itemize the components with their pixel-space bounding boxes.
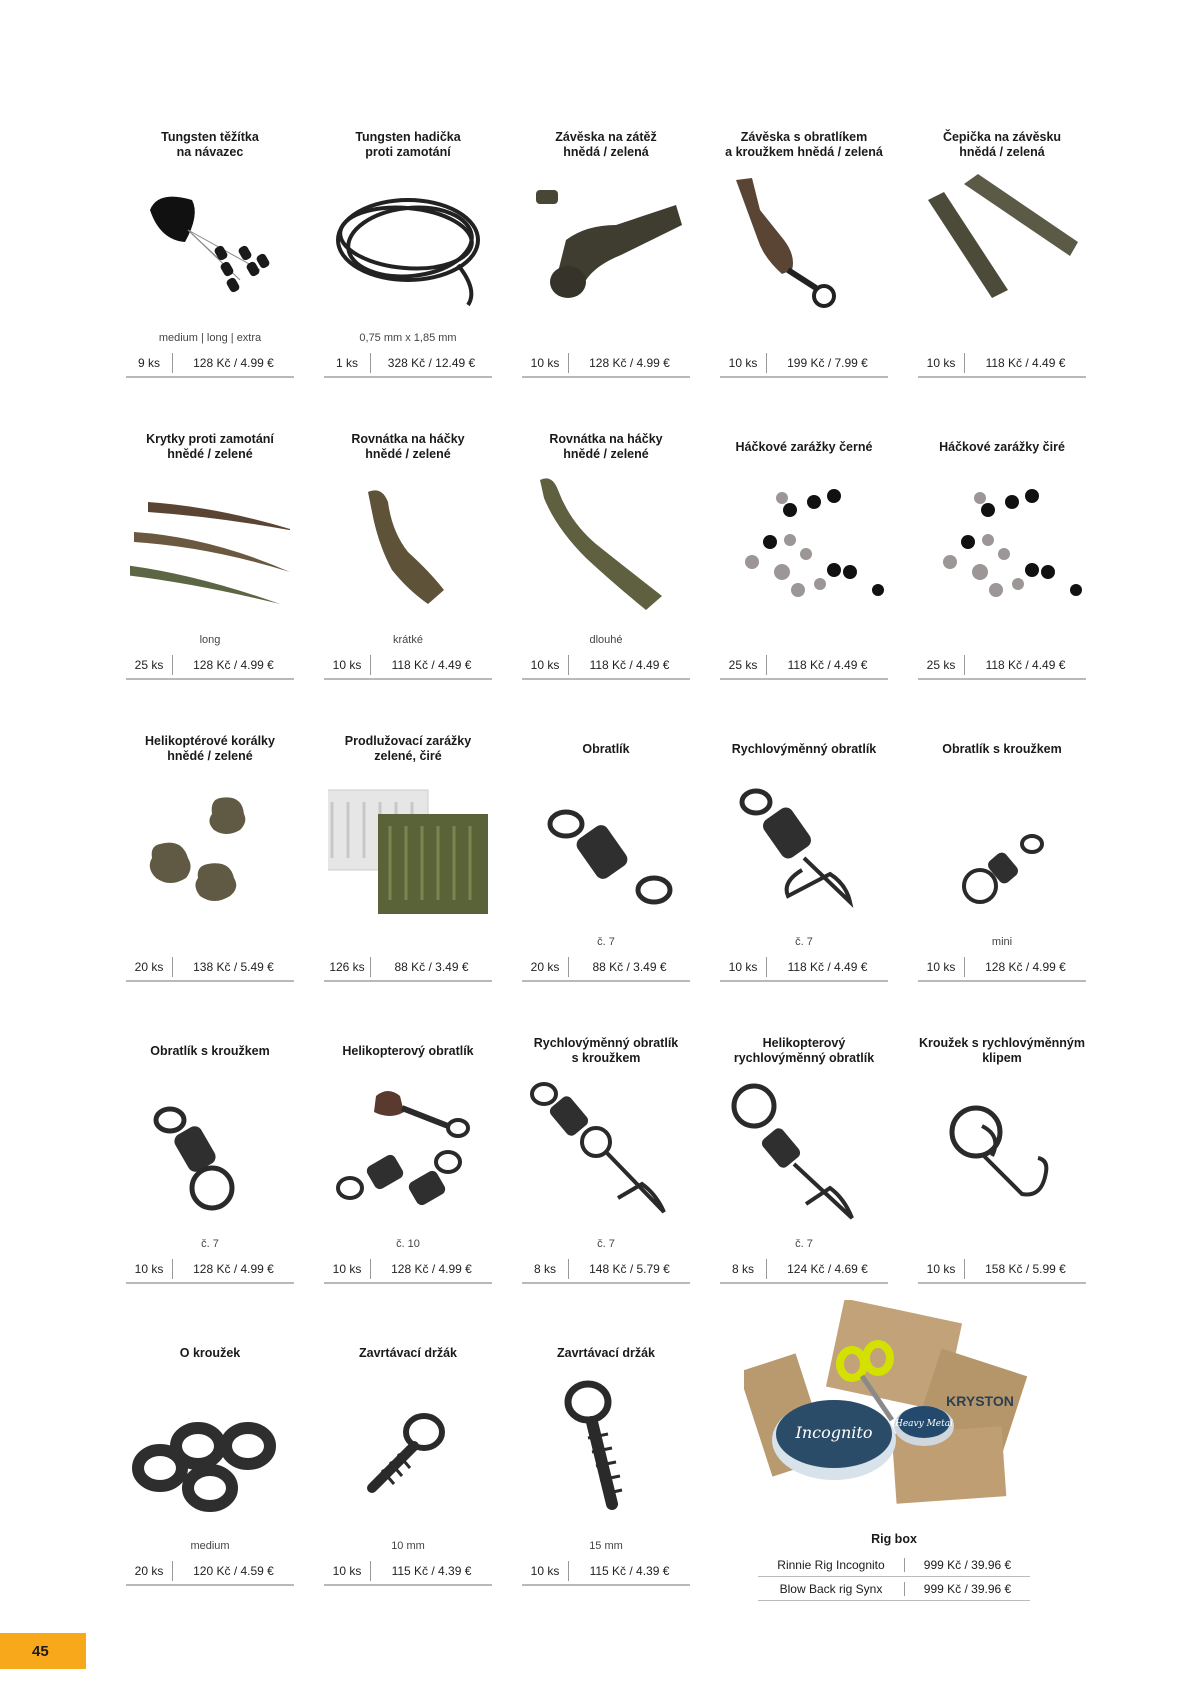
price-bar [522,1558,690,1586]
product-price: 118 Kč / 4.49 € [391,658,472,672]
product-note: 15 mm [589,1540,623,1552]
product-title: Háčkové zarážky černé [735,439,873,454]
product-card [126,430,294,680]
product-title: Háčkové zarážky čiré [939,439,1065,454]
rig-box-photo-icon [744,1300,1044,1530]
boilie-stops-icon [328,774,488,924]
product-title: Tungsten těžítka na návazec [161,130,259,159]
product-quantity: 20 ks [126,1561,173,1581]
heli-swivel-icon [328,1076,488,1226]
rigbox-label-incognito: Incognito [795,1423,873,1442]
product-title: Krytky proti zamotání hnědé / zelené [146,432,274,461]
tubing-coil-icon [328,170,488,320]
product-card [126,1336,294,1586]
tail-rubbers-icon [922,170,1082,320]
product-title: Helikopterový rychlovýměnný obratlík [733,1036,875,1065]
tungsten-weights-icon [130,170,290,320]
rigbox-item-name: Rinnie Rig Incognito [758,1558,905,1572]
price-bar [126,350,294,378]
price-bar [126,1256,294,1284]
product-price: 118 Kč / 4.49 € [589,658,670,672]
product-row [126,128,1086,430]
product-title: Zavrtávací držák [359,1345,457,1360]
product-price: 88 Kč / 3.49 € [592,960,667,974]
price-bar [720,954,888,982]
product-title: Rychlovýměnný obratlík [731,741,877,756]
product-note: medium [190,1540,230,1552]
product-card [720,1034,888,1284]
price-bar [324,1558,492,1586]
o-rings-icon [130,1378,290,1528]
product-note: krátké [393,634,423,646]
product-price: 128 Kč / 4.99 € [985,960,1066,974]
product-quantity: 20 ks [126,957,173,977]
product-quantity: 20 ks [522,957,569,977]
product-quantity: 25 ks [720,655,767,675]
rigbox-row [758,1554,1030,1577]
product-title: Rovnátka na háčky hnědé / zelené [549,432,663,461]
line-aligner-short-icon [328,472,488,622]
price-bar [918,1256,1086,1284]
product-price: 128 Kč / 4.99 € [391,1262,472,1276]
product-card [324,1336,492,1586]
product-card [522,732,690,982]
product-card [522,1034,690,1284]
product-card [126,128,294,378]
product-row [126,732,1086,1034]
product-quantity: 9 ks [126,353,173,373]
product-price: 115 Kč / 4.39 € [391,1564,472,1578]
product-note: č. 7 [795,1238,813,1250]
product-quantity: 126 ks [324,957,371,977]
product-quantity: 25 ks [126,655,173,675]
rigbox-row [758,1578,1030,1601]
product-note: medium | long | extra [158,332,262,344]
product-quantity: 10 ks [522,353,569,373]
product-quantity: 10 ks [324,1259,371,1279]
hook-beads-icon [922,472,1082,622]
product-quantity: 10 ks [918,353,965,373]
product-title: Obratlík [582,741,630,756]
product-title: Kroužek s rychlovýměnným klipem [918,1036,1086,1065]
product-price: 328 Kč / 12.49 € [387,356,476,370]
product-quantity: 25 ks [918,655,965,675]
lead-clip-swivel-icon [724,170,884,320]
price-bar [126,1558,294,1586]
product-title: Rychlovýměnný obratlík s kroužkem [533,1036,679,1065]
product-note: 0,75 mm x 1,85 mm [359,332,457,344]
product-title: Obratlík s kroužkem [942,741,1062,756]
ring-quick-clip-icon [922,1076,1082,1226]
product-price: 128 Kč / 4.99 € [193,658,274,672]
page-number: 45 [0,1633,86,1669]
product-card [126,1034,294,1284]
product-price: 138 Kč / 5.49 € [193,960,274,974]
product-card [918,732,1086,982]
product-title: Helikopterový obratlík [342,1043,474,1058]
product-card [324,732,492,982]
product-row [126,1034,1086,1336]
product-note: mini [991,936,1013,948]
product-card [720,430,888,680]
product-price: 124 Kč / 4.69 € [787,1262,868,1276]
product-price: 148 Kč / 5.79 € [589,1262,670,1276]
product-card [522,128,690,378]
price-bar [720,350,888,378]
product-note: dlouhé [589,634,623,646]
product-card [324,430,492,680]
rigbox-label-heavy-metal: Heavy Metal [895,1419,953,1429]
product-price: 118 Kč / 4.49 € [787,960,868,974]
hook-beads-icon [724,472,884,622]
product-price: 128 Kč / 4.99 € [193,356,274,370]
heli-beads-icon [130,774,290,924]
price-bar [324,1256,492,1284]
price-bar [324,350,492,378]
heli-quick-swivel-icon [724,1076,884,1226]
anti-tangle-sleeves-icon [130,472,290,622]
rigbox-label-kryston: KRYSTON [946,1393,1014,1409]
product-quantity: 10 ks [918,1259,965,1279]
product-title: Zavrtávací držák [557,1345,655,1360]
rigbox-item-price: 999 Kč / 39.96 € [923,1582,1012,1596]
product-title: Rovnátka na háčky hnědé / zelené [351,432,465,461]
product-price: 118 Kč / 4.49 € [985,356,1066,370]
product-title: Tungsten hadička proti zamotání [355,130,461,159]
product-price: 128 Kč / 4.99 € [589,356,670,370]
bait-screw-small-icon [328,1378,488,1528]
rigbox-item-price: 999 Kč / 39.96 € [923,1558,1012,1572]
price-bar [720,1256,888,1284]
product-quantity: 10 ks [720,957,767,977]
product-quantity: 8 ks [720,1259,767,1279]
product-card [324,1034,492,1284]
product-note: long [199,634,221,646]
price-bar [126,652,294,680]
product-price: 118 Kč / 4.49 € [787,658,868,672]
product-quantity: 10 ks [324,1561,371,1581]
product-card [918,1034,1086,1284]
product-title: Obratlík s kroužkem [150,1043,270,1058]
product-card [522,430,690,680]
quick-change-ring-swivel-icon [526,1076,686,1226]
product-note: č. 10 [396,1238,420,1250]
product-quantity: 10 ks [522,655,569,675]
ring-swivel-icon [130,1076,290,1226]
product-card [324,128,492,378]
product-quantity: 10 ks [918,957,965,977]
bait-screw-large-icon [526,1378,686,1528]
product-note: č. 7 [795,936,813,948]
product-title: O kroužek [179,1345,241,1360]
product-note: č. 7 [201,1238,219,1250]
line-aligner-long-icon [526,472,686,622]
price-bar [522,652,690,680]
product-card [126,732,294,982]
price-bar [918,954,1086,982]
quick-change-swivel-icon [724,774,884,924]
price-bar [522,1256,690,1284]
product-price: 120 Kč / 4.59 € [193,1564,274,1578]
product-quantity: 8 ks [522,1259,569,1279]
rigbox-title: Rig box [871,1532,917,1546]
price-bar [324,652,492,680]
price-bar [522,954,690,982]
product-quantity: 10 ks [522,1561,569,1581]
product-price: 199 Kč / 7.99 € [787,356,868,370]
product-card [918,430,1086,680]
product-price: 118 Kč / 4.49 € [985,658,1066,672]
product-title: Helikoptérové korálky hnědé / zelené [145,734,275,763]
product-price: 115 Kč / 4.39 € [589,1564,670,1578]
product-card [918,128,1086,378]
product-card [522,1336,690,1586]
product-row [126,430,1086,732]
product-note: č. 7 [597,936,615,948]
product-quantity: 10 ks [126,1259,173,1279]
price-bar [918,652,1086,680]
price-bar [522,350,690,378]
ring-swivel-mini-icon [922,774,1082,924]
product-card [720,732,888,982]
product-note: č. 7 [597,1238,615,1250]
price-bar [720,652,888,680]
price-bar [126,954,294,982]
product-quantity: 1 ks [324,353,371,373]
product-title: Závěska s obratlíkem a kroužkem hnědá / zelená [725,130,883,159]
lead-clip-icon [526,170,686,320]
product-price: 88 Kč / 3.49 € [394,960,469,974]
product-price: 158 Kč / 5.99 € [985,1262,1066,1276]
swivel-icon [526,774,686,924]
product-price: 128 Kč / 4.99 € [193,1262,274,1276]
product-title: Prodlužovací zarážky zelené, čiré [344,734,472,763]
product-note: 10 mm [391,1540,425,1552]
product-title: Čepička na závěsku hnědá / zelená [942,130,1062,159]
product-quantity: 10 ks [324,655,371,675]
product-title: Závěska na zátěž hnědá / zelená [555,130,657,159]
rigbox-item-name: Blow Back rig Synx [758,1582,905,1596]
product-quantity: 10 ks [720,353,767,373]
price-bar [918,350,1086,378]
product-card [720,128,888,378]
price-bar [324,954,492,982]
